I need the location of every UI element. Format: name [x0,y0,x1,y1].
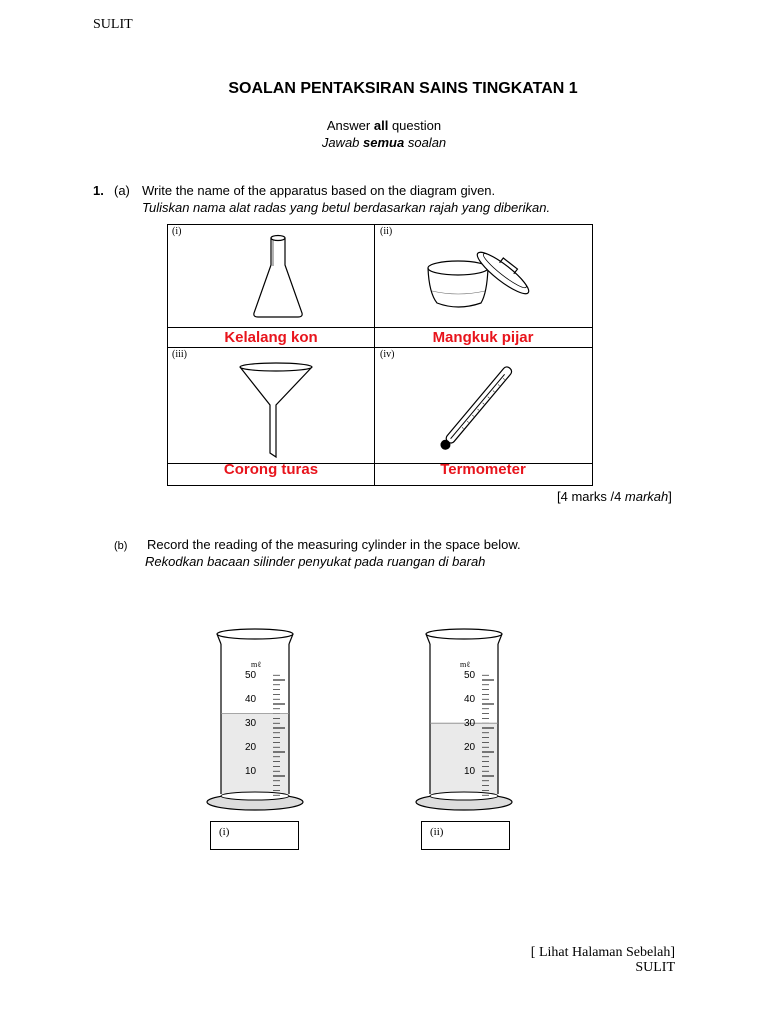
next-page-note: [ Lihat Halaman Sebelah] [530,945,675,960]
answer-i: Kelalang kon [224,329,318,346]
scale-label: 40 [464,694,476,705]
measuring-cylinder-i [205,626,315,816]
scale-label: 10 [464,766,476,777]
cell-label-iii: (iii) [172,349,187,360]
scale-label: 30 [464,718,476,729]
answer-box-ii[interactable] [421,821,510,850]
cell-label-iv: (iv) [380,349,395,360]
classification-label-bottom: SULIT [635,960,675,975]
part-a-text-english: Write the name of the apparatus based on the diagram given. [142,183,496,198]
unit-label: mℓ [251,660,262,669]
thermometer-icon [434,357,514,463]
answer-iv: Termometer [440,461,526,478]
answer-box-label: (i) [219,826,230,838]
answer-box-label: (ii) [430,826,444,838]
scale-label: 30 [245,718,257,729]
scale-label: 40 [245,694,257,705]
scale-label: 20 [245,742,257,753]
classification-label-top: SULIT [93,17,133,32]
crucible-icon [423,231,533,321]
conical-flask-icon [248,233,308,323]
funnel-icon [236,361,316,461]
table-divider [168,347,592,348]
instruction-english: Answer all question [326,118,442,133]
cell-label-i: (i) [172,226,182,237]
part-b-label: (b) [114,540,128,552]
scale-label: 50 [464,670,476,681]
measuring-cylinder-ii [414,626,524,816]
part-a-text-malay: Tuliskan nama alat radas yang betul berdasarkan rajah yang diberikan. [142,200,551,215]
unit-label: mℓ [460,660,471,669]
scale-label: 20 [464,742,476,753]
scale-label: 50 [245,670,257,681]
table-divider-vertical [374,225,375,485]
table-divider [168,327,592,328]
marks-allocation: [4 marks /4 markah] [557,489,672,504]
instruction-malay: Jawab semua soalan [321,135,447,150]
question-number: 1. [93,183,104,198]
apparatus-table [167,224,593,486]
answer-ii: Mangkuk pijar [432,329,534,346]
measuring-cylinder-icon [205,626,315,816]
scale-label: 10 [245,766,257,777]
part-b-text-english: Record the reading of the measuring cylinder in the space below. [147,537,521,552]
page-title: SOALAN PENTAKSIRAN SAINS TINGKATAN 1 [228,80,578,97]
part-a-label: (a) [114,183,130,198]
part-b-text-malay: Rekodkan bacaan silinder penyukat pada ruangan di barah [145,554,486,569]
answer-iii: Corong turas [223,461,319,478]
cell-label-ii: (ii) [380,226,393,237]
answer-box-i[interactable] [210,821,299,850]
